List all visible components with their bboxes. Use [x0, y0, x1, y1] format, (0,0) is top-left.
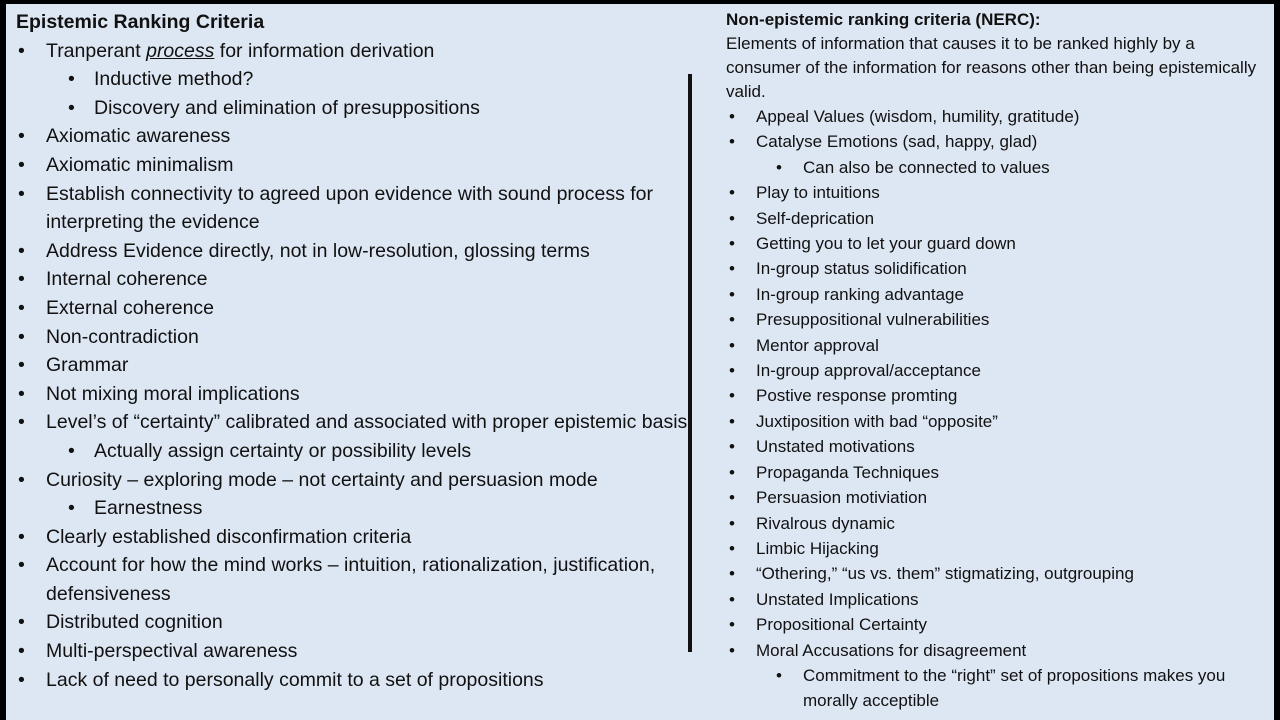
list-item [726, 383, 1271, 408]
bullet-icon: • [18, 268, 25, 291]
list-item [726, 129, 1271, 154]
list-item [16, 380, 696, 409]
list-item [16, 551, 696, 608]
bullet-icon: • [729, 589, 735, 609]
bullet-icon: • [18, 239, 25, 262]
list-item [16, 637, 696, 666]
item-text-before: Tranperant [46, 39, 147, 62]
bullet-icon: • [18, 354, 25, 377]
bullet-icon: • [729, 284, 735, 304]
bullet-icon: • [729, 183, 735, 203]
list-item [726, 561, 1271, 586]
bullet-icon: • [18, 153, 25, 176]
item-text: Postive response promting [756, 386, 958, 406]
bullet-icon: • [18, 611, 25, 634]
item-text: Mentor approval [756, 335, 879, 355]
bullet-icon: • [729, 361, 735, 381]
bullet-icon: • [68, 497, 75, 520]
list-item [16, 523, 696, 552]
item-text: Grammar [46, 354, 129, 377]
item-text: Limbic Hijacking [756, 538, 879, 558]
list-item [16, 151, 696, 180]
list-item [16, 180, 696, 237]
list-item [726, 333, 1271, 358]
list-item [16, 351, 696, 380]
list-item [726, 256, 1271, 281]
bullet-icon: • [18, 325, 25, 348]
item-text: Distributed cognition [46, 611, 223, 634]
bullet-icon: • [18, 668, 25, 691]
bullet-icon: • [729, 640, 735, 660]
bullet-icon: • [729, 259, 735, 279]
bullet-icon: • [729, 208, 735, 228]
bullet-icon: • [729, 462, 735, 482]
nerc-intro: Elements of information that causes it to be ranked highly by a consumer of the information for reasons other than being epistemically valid. [726, 34, 1257, 101]
bullet-icon: • [68, 68, 75, 91]
list-item [726, 307, 1271, 332]
item-text: External coherence [46, 296, 215, 319]
item-text: Rivalrous dynamic [756, 513, 895, 533]
sub-list-item [16, 65, 696, 94]
bullet-icon: • [729, 132, 735, 152]
list-item [726, 358, 1271, 383]
item-text: Address Evidence directly, not in low-resolution, glossing terms [46, 239, 590, 262]
column-divider [688, 74, 692, 652]
list-item [726, 460, 1271, 485]
bullet-icon: • [729, 234, 735, 254]
item-text: Actually assign certainty or possibility levels [94, 439, 472, 462]
item-text: Earnestness [94, 497, 203, 520]
item-text: Lack of need to personally commit to a set of propositions [46, 668, 544, 691]
slide [6, 4, 1274, 720]
bullet-icon: • [18, 182, 25, 205]
item-text: Catalyse Emotions (sad, happy, glad) [756, 132, 1038, 152]
item-text: Presuppositional vulnerabilities [756, 310, 990, 330]
item-text: Not mixing moral implications [46, 382, 300, 405]
item-text: Unstated motivations [756, 437, 915, 457]
sub-list-item [726, 155, 1271, 180]
bullet-icon: • [68, 439, 75, 462]
bullet-icon: • [776, 157, 782, 177]
list-item [726, 180, 1271, 205]
item-text-emphasis: process [146, 39, 215, 62]
bullet-icon: • [18, 125, 25, 148]
list-item [726, 104, 1271, 129]
bullet-icon: • [18, 640, 25, 663]
bullet-icon: • [729, 615, 735, 635]
sub-list-item [16, 94, 696, 123]
item-text: Self-deprication [756, 208, 875, 228]
list-item [16, 37, 696, 66]
item-text: Account for how the mind works – intuition, rationalization, justification, defensiveness [46, 554, 656, 605]
item-text: Multi-perspectival awareness [46, 640, 298, 663]
item-text: In-group approval/acceptance [756, 361, 981, 381]
epistemic-criteria-column [16, 4, 696, 694]
bullet-icon: • [729, 107, 735, 126]
nerc-title: Non-epistemic ranking criteria (NERC): [726, 10, 1041, 29]
list-item [726, 282, 1271, 307]
sub-list-item [726, 663, 1271, 714]
bullet-icon: • [729, 310, 735, 330]
list-item [16, 122, 696, 151]
list-item [16, 408, 696, 437]
bullet-icon: • [729, 488, 735, 508]
bullet-icon: • [18, 411, 25, 434]
item-text: Appeal Values (wisdom, humility, gratitude) [756, 107, 1080, 126]
item-text: Curiosity – exploring mode – not certainty and persuasion mode [46, 468, 598, 491]
bullet-icon: • [729, 513, 735, 533]
bullet-icon: • [729, 386, 735, 406]
item-text: Commitment to the “right” set of propositions makes you morally acceptible [803, 665, 1226, 711]
epistemic-criteria-list [16, 37, 696, 695]
item-text: In-group ranking advantage [756, 284, 964, 304]
item-text: Juxtiposition with bad “opposite” [756, 411, 998, 431]
list-item [16, 323, 696, 352]
list-item [16, 466, 696, 495]
item-text: Level’s of “certainty” calibrated and associated with proper epistemic basis [46, 411, 688, 434]
epistemic-criteria-title: Epistemic Ranking Criteria [16, 11, 265, 33]
list-item [726, 206, 1271, 231]
sub-list-item [16, 437, 696, 466]
bullet-icon: • [729, 335, 735, 355]
item-text: Persuasion motiviation [756, 488, 928, 508]
nerc-list [726, 104, 1271, 714]
item-text: Play to intuitions [756, 183, 880, 203]
item-text: Internal coherence [46, 268, 208, 291]
item-text: Propositional Certainty [756, 615, 928, 635]
item-text: Moral Accusations for disagreement [756, 640, 1027, 660]
list-item [726, 587, 1271, 612]
list-item [726, 536, 1271, 561]
item-text: Clearly established disconfirmation criteria [46, 525, 412, 548]
item-text: Non-contradiction [46, 325, 199, 348]
item-text-after: for information derivation [214, 39, 435, 62]
bullet-icon: • [729, 437, 735, 457]
item-text: Axiomatic awareness [46, 125, 231, 148]
item-text: Can also be connected to values [803, 157, 1050, 177]
bullet-icon: • [18, 525, 25, 548]
item-text: In-group status solidification [756, 259, 967, 279]
sub-list-item [16, 494, 696, 523]
list-item [726, 612, 1271, 637]
bullet-icon: • [18, 554, 25, 577]
item-text: Getting you to let your guard down [756, 234, 1016, 254]
item-text: Inductive method? [94, 68, 254, 91]
list-item [16, 265, 696, 294]
list-item [16, 237, 696, 266]
bullet-icon: • [776, 665, 782, 685]
bullet-icon: • [18, 296, 25, 319]
list-item [16, 666, 696, 695]
item-text: Discovery and elimination of presuppositions [94, 96, 480, 119]
bullet-icon: • [729, 411, 735, 431]
bullet-icon: • [18, 382, 25, 405]
list-item [726, 409, 1271, 434]
list-item [726, 231, 1271, 256]
list-item [726, 485, 1271, 510]
bullet-icon: • [729, 564, 735, 584]
list-item [16, 294, 696, 323]
bullet-icon: • [18, 39, 25, 62]
bullet-icon: • [729, 538, 735, 558]
item-text: Propaganda Techniques [756, 462, 940, 482]
item-text: “Othering,” “us vs. them” stigmatizing, outgrouping [756, 564, 1134, 584]
list-item [726, 511, 1271, 536]
bullet-icon: • [68, 96, 75, 119]
item-text: Axiomatic minimalism [46, 153, 234, 176]
list-item [726, 434, 1271, 459]
nerc-column [726, 4, 1271, 714]
list-item [16, 608, 696, 637]
bullet-icon: • [18, 468, 25, 491]
item-text: Unstated Implications [756, 589, 919, 609]
list-item [726, 638, 1271, 663]
item-text: Establish connectivity to agreed upon evidence with sound process for interpreting the evidence [46, 182, 654, 234]
